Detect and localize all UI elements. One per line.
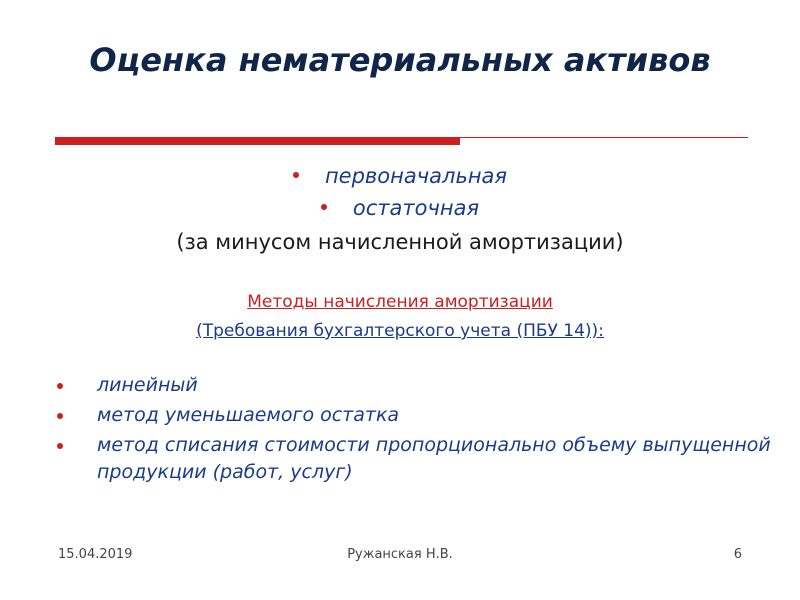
page-number: 6 <box>733 547 742 562</box>
list-item-label: остаточная <box>352 196 480 220</box>
footer-author: Ружанская Н.В. <box>347 547 453 562</box>
bullet-icon <box>57 443 63 449</box>
slide-title: Оценка нематериальных активов <box>89 41 711 79</box>
bullet-icon <box>321 204 327 210</box>
depreciation-note: (за минусом начисленной амортизации) <box>176 230 624 254</box>
list-item-label: метод списания стоимости пропорционально объему выпущенной продукции (работ, услуг) <box>97 434 771 483</box>
list-item <box>0 194 800 222</box>
footer-date: 15.04.2019 <box>58 547 133 562</box>
list-item-label: первоначальная <box>324 164 508 188</box>
bullet-icon <box>293 172 299 178</box>
methods-list <box>55 372 775 486</box>
title-underline-thick <box>55 137 460 145</box>
list-item <box>0 162 800 190</box>
list-item <box>55 372 775 399</box>
list-item <box>55 432 775 486</box>
bullet-icon <box>57 383 63 389</box>
title-underline-thin <box>455 137 748 138</box>
list-item-label: метод уменьшаемого остатка <box>97 404 400 426</box>
methods-subheading: (Требования бухгалтерского учета (ПБУ 14)): <box>196 321 604 341</box>
bullet-icon <box>57 413 63 419</box>
list-item <box>55 402 775 429</box>
list-item-label: линейный <box>97 374 198 396</box>
methods-heading: Методы начисления амортизации <box>247 292 553 312</box>
